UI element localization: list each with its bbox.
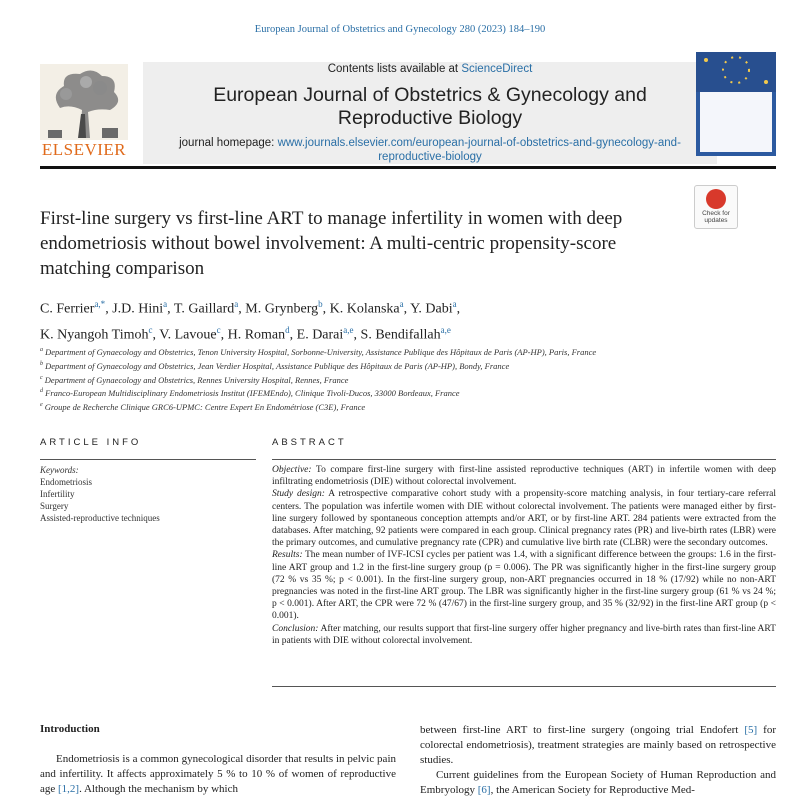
intro-right-text: between first-line ART to first-line surgery (ongoing trial Endofert: [420, 724, 745, 736]
author-affiliation-marker[interactable]: a,*: [94, 299, 106, 309]
intro-right-p1: [420, 723, 776, 768]
abstract-objective: [272, 464, 776, 488]
affiliation-item: [40, 344, 760, 358]
author-name[interactable]: M. Grynberg: [245, 301, 319, 317]
author-list: [40, 294, 760, 345]
check-updates-line2: updates: [704, 217, 728, 224]
keyword-item[interactable]: Surgery: [40, 501, 69, 511]
affiliation-key: e: [40, 402, 43, 409]
affiliation-item: [40, 399, 760, 413]
author-name[interactable]: J.D. Hini: [112, 301, 164, 317]
affiliation-key: c: [40, 374, 43, 381]
reference-link[interactable]: [5]: [744, 724, 758, 736]
design-text: A retrospective comparative cohort study with a propensity-score matching analysis, in four tertiary-care referral centers. The population was infertile women with DIE without colorectal involvement. The patients were managed either by first-line surgery followed by spontaneous conception attempts and/or ART, or by first-line ART. 284 patients were extracted from the databases. After matching, 92 patients were compared in each group. Clinical pregnancy rates (PR) and live-birth rates (LBR) were the primary outcomes, and cumulative pregnancy rate (CPR) and cumulative live birth rate (CLBR) were the secondary outcomes.: [272, 489, 776, 549]
intro-right-text-2: Current guidelines from the European Society of Human Reproduction and Embryology: [420, 769, 776, 796]
check-updates-line1: Check for: [702, 210, 730, 217]
author-affiliation-marker[interactable]: b: [318, 299, 323, 309]
author-affiliation-marker[interactable]: d: [285, 324, 290, 335]
affiliations: [40, 344, 760, 413]
affiliation-item: [40, 372, 760, 386]
author-name[interactable]: K. Nyangoh Timoh: [40, 327, 149, 343]
keyword-item[interactable]: Endometriosis: [40, 477, 92, 487]
conclusion-text: After matching, our results support that first-line surgery offer higher pregnancy and live-birth rates than first-line ART in patients with DIE without colorectal involvement.: [272, 623, 776, 646]
sciencedirect-link[interactable]: ScienceDirect: [461, 63, 533, 75]
abstract-heading: ABSTRACT: [272, 437, 347, 448]
author-affiliation-marker[interactable]: a: [399, 299, 404, 309]
author-affiliation-marker[interactable]: a: [234, 299, 239, 309]
journal-title-line1: European Journal of Obstetrics & Gynecology and: [213, 84, 647, 106]
results-label: Results:: [272, 550, 303, 561]
abstract-design: [272, 488, 776, 549]
reference-link[interactable]: [1,2]: [58, 783, 80, 795]
author-name[interactable]: V. Lavoue: [159, 327, 217, 343]
affiliation-text: Groupe de Recherche Clinique GRC6-UPMC: Centre Expert En Endométriose (C3E), France: [44, 402, 366, 413]
affiliation-text: Department of Gynaecology and Obstetrics, Rennes University Hospital, Rennes, France: [44, 374, 349, 385]
abstract-conclusion: [272, 623, 776, 647]
author-affiliation-marker[interactable]: c: [148, 324, 153, 335]
affiliation-text: Department of Gynaecology and Obstetrics, Jean Verdier Hospital, Assistance Publique des Hôpitaux de Paris (AP-HP), Bondy, France: [45, 360, 510, 371]
affiliation-item: [40, 358, 760, 372]
header-divider: [40, 166, 776, 169]
check-for-updates-button[interactable]: [694, 185, 738, 229]
homepage-link-cont[interactable]: reproductive-biology: [378, 151, 482, 163]
results-text: The mean number of IVF-ICSI cycles per patient was 1.4, with a significant difference between the groups: 1.6 in the first-line ART group and 1.2 in the first-line surgery group (p = 0.006). The PR was significantly higher in the first-line surgery group (72 % vs 35 %; p < 0.001). In the first-line surgery group, non-ART pregnancies occurred in 18 % (17/92) while no non-ART pregnancies was noted in the first-line ART group. The LBR was significantly higher in the first-line surgery group (61 % vs 24 %; p < 0.001). After ART, the CPR were 72 % (47/67) in the first-line surgery group, and 35 % (32/92) in the first-line ART group (p < 0.001).: [272, 550, 776, 622]
author-name[interactable]: C. Ferrier: [40, 301, 95, 317]
author-name[interactable]: S. Bendifallah: [360, 327, 441, 343]
keywords-block: [40, 464, 256, 524]
author-affiliation-marker[interactable]: a,e: [343, 324, 354, 335]
refresh-icon: [706, 189, 726, 209]
cover-stars-graphic: [696, 52, 776, 92]
author-affiliation-marker[interactable]: c: [216, 324, 221, 335]
keyword-item[interactable]: Assisted-reproductive techniques: [40, 513, 160, 523]
author-affiliation-marker[interactable]: a,e: [440, 324, 451, 335]
article-info-divider: [40, 459, 256, 460]
keyword-item[interactable]: Infertility: [40, 489, 75, 499]
author-line-2: K. Nyangoh Timoh$^c$, V. Lavoue$^c$, H. Roman$^d$, E. Darai$^{a,e}$, S. Bendifallah$^{a,e}$: [40, 324, 451, 343]
conclusion-label: Conclusion:: [272, 623, 319, 634]
publisher-name: ELSEVIER: [41, 140, 127, 159]
author-affiliation-marker[interactable]: a: [452, 299, 457, 309]
homepage-label: journal homepage:: [179, 137, 278, 149]
journal-homepage: [143, 136, 717, 164]
keywords-label: Keywords:: [40, 465, 79, 475]
author-affiliation-marker[interactable]: a: [163, 299, 168, 309]
intro-right-text-2-cont: , the American Society for Reproductive Med-: [490, 784, 695, 796]
intro-paragraph-right: [420, 723, 776, 798]
abstract-results: [272, 549, 776, 622]
intro-left-text: Endometriosis is a common gynecological disorder that results in pelvic pain and infertility. It affects approximately 5 % to 10 % of women of reproductive age: [40, 753, 396, 795]
author-line-1: C. Ferrier$^{a,*}$, J.D. Hini$^a$, T. Gaillard$^a$, M. Grynberg$^b$, K. Kolanska$^a$, Y. Dabi$^a$,: [40, 299, 461, 317]
reference-link[interactable]: [6]: [477, 784, 491, 796]
abstract-bottom-divider: [272, 686, 776, 687]
author-name[interactable]: H. Roman: [227, 327, 286, 343]
affiliation-text: Department of Gynaecology and Obstetrics, Tenon University Hospital, Sorbonne-University, Assistance Publique des Hôpitaux de Paris (AP-HP), Paris, France: [45, 346, 597, 357]
journal-cover-image[interactable]: [696, 52, 776, 156]
design-label: Study design:: [272, 489, 325, 500]
journal-title-line2: Reproductive Biology: [337, 107, 523, 129]
intro-left-text-cont: . Although the mechanism by which: [79, 783, 238, 795]
affiliation-key: b: [40, 360, 43, 367]
author-name[interactable]: K. Kolanska: [329, 301, 400, 317]
affiliation-item: [40, 385, 760, 399]
cover-body: [700, 92, 772, 152]
objective-label: Objective:: [272, 465, 312, 475]
intro-paragraph-left: [40, 752, 396, 797]
author-name[interactable]: Y. Dabi: [410, 301, 453, 317]
affiliation-text: Franco-European Multidisciplinary Endometriosis Institut (IFEMEndo), Clinique Tivoli-Ducos, 33000 Bordeaux, France: [45, 388, 460, 399]
intro-right-text-cont: for colorectal endometriosis), treatment strategies are mainly based on retrospective studies.: [420, 724, 776, 766]
intro-right-p2: [420, 768, 776, 798]
affiliation-key: a: [40, 347, 43, 353]
author-name[interactable]: T. Gaillard: [173, 301, 235, 317]
contents-prefix: Contents lists available at: [327, 63, 462, 75]
journal-masthead: [40, 62, 776, 166]
abstract-text: [272, 464, 776, 647]
objective-text: To compare first-line surgery with first-line assisted reproductive techniques (ART) in infertile women with deep infiltrating endometriosis (DIE) without colorectal involvement.: [272, 465, 776, 488]
journal-citation[interactable]: European Journal of Obstetrics and Gynecology 280 (2023) 184–190: [254, 24, 546, 35]
affiliation-key: d: [40, 388, 43, 395]
homepage-link[interactable]: www.journals.elsevier.com/european-journal-of-obstetrics-and-gynecology-and-: [277, 137, 681, 149]
abstract-divider: [272, 459, 776, 460]
journal-title: [143, 84, 717, 130]
article-title: First-line surgery vs first-line ART to manage infertility in women with deep endometriosis without bowel involvement: A multi-centric propensity-score matching comparison: [40, 208, 623, 279]
article-info-heading: ARTICLE INFO: [40, 437, 142, 448]
introduction-heading: Introduction: [40, 723, 100, 735]
author-name[interactable]: E. Darai: [296, 327, 344, 343]
contents-line: [143, 63, 717, 75]
